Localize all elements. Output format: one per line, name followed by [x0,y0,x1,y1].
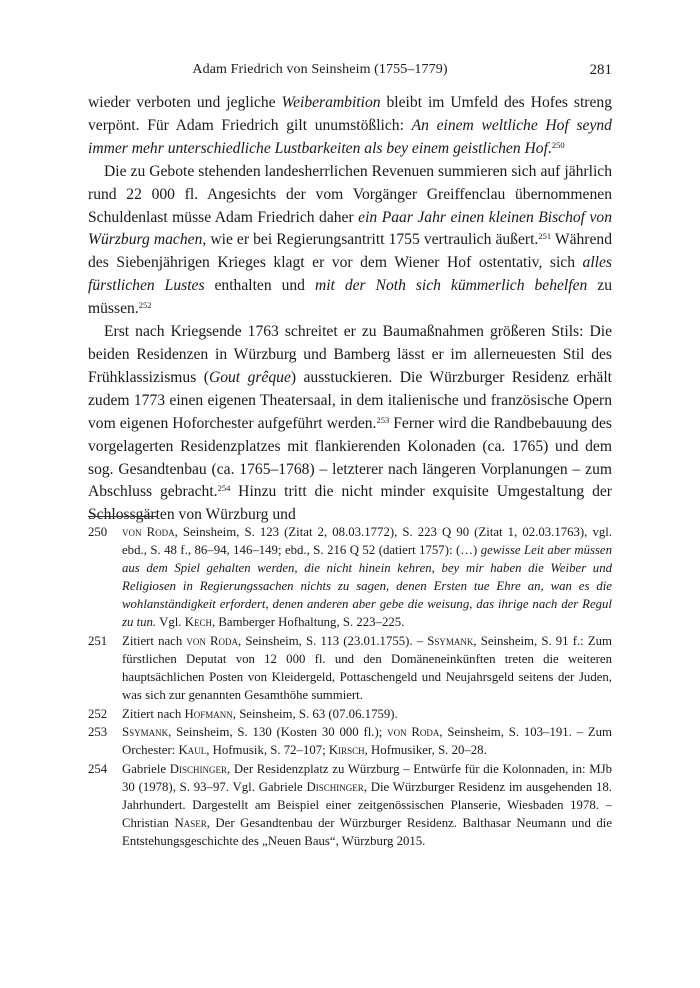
paragraph-1: wieder verboten und jegliche Weiberambition bleibt im Umfeld des Hofes streng verpönt. Für Adam Friedrich gilt unumstößlich: An einem weltliche Hof seynd immer mehr unterschiedliche Lustbarkeiten als bey einem geistlichen Hof.$^{250}$ [88,94,612,157]
paragraph-2: Die zu Gebote stehenden landesherrlichen Revenuen summieren sich auf jährlich rund 22 000 fl. Angesichts der vom Vorgänger Greiffenclau übernommenen Schuldenlast müsse Adam Friedrich daher ein Paar Jahr einen kleinen Bischof von Würzburg machen, wie er bei Regierungsantritt 1755 vertraulich äußert.$^{251}$ Während des Siebenjährigen Krieges klagt er vor dem Wiener Hof ostentativ, sich alles fürstlichen Lustes enthalten und mit der Noth sich kümmerlich behelfen zu müssen.$^{252}$ [88,162,613,318]
page-number: 281 [589,62,612,78]
footnote-ref-253[interactable]: 253 [376,414,390,425]
footnote-number: 251 [88,633,108,648]
footnote-251: 251 Zitiert nach von Roda, Seinsheim, S. 113 (23.01.1755). – Ssymank, Seinsheim, S. 91 f.: Zum fürstlichen Deputat von 12 000 fl. und den Domäneneinkünften treten die weiteren hauptsächlichen Posten von Kleidergeld, Pottaschengeld und Neujahrsgeld seitens der Juden, was sich zur genannten Gesamthöhe summiert. [88,633,613,702]
footnote-254: 254 Gabriele Dischinger, Der Residenzplatz zu Würzburg – Entwürfe für die Kolonnaden, in: MJb 30 (1978), S. 93–97. Vgl. Gabriele Dischinger, Die Würzburger Residenz im ausgehenden 18. Jahrhundert. Dargestellt am Beispiel einer zeitgenössischen Planserie, Wiesbaden 1978. – Christian Naser, Der Gesandtenbau der Würzburger Residenz. Balthasar Neumann und die Entstehungsgeschichte des „Neuen Baus“, Würzburg 2015. [88,762,613,849]
footnotes [88,524,612,852]
footnote-number: 253 [88,725,108,740]
footnote-ref-250[interactable]: 250 [551,139,565,150]
footnote-ref-251[interactable]: 251 [538,231,552,242]
body-text [88,92,612,527]
running-head [88,62,612,82]
footnote-250: 250 von Roda, Seinsheim, S. 123 (Zitat 2, 08.03.1772), S. 223 Q 90 (Zitat 1, 02.03.1763), vgl. ebd., S. 48 f., 86–94, 146–149; ebd., S. 216 Q 52 (datiert 1757): (…) gewisse Leit aber müssen aus dem Spiel gehalten werden, die nicht hinein kehren, bey mir haben die Weiber und Religiosen in Regierungssachen nichts zu sagen, denen Ersten tue Ehre an, wan es die wohlanständigkeit erfordert, denen anderen aber gebe die weisung, das ihrige nach der Regul zu tun. Vgl. Kech, Bamberger Hofhaltung, S. 223–225. [88,525,613,629]
footnote-253: 253 Ssymank, Seinsheim, S. 130 (Kosten 30 000 fl.); von Roda, Seinsheim, S. 103–191. – Zum Orchester: Kaul, Hofmusik, S. 72–107; Kirsch, Hofmusiker, S. 20–28. [88,725,612,758]
footnote-ref-254[interactable]: 254 [217,483,231,494]
footnote-252: 252 Zitiert nach Hofmann, Seinsheim, S. 63 (07.06.1759). [88,706,612,724]
footnote-number: 254 [88,762,108,777]
paragraph-3: Erst nach Kriegsende 1763 schreitet er zu Baumaßnahmen größeren Stils: Die beiden Residenzen in Würzburg und Bamberg lässt er im allerneuesten Stil des Frühklassizismus (Gout grêque) ausstuckieren. Die Würzburger Residenz erhält zudem 1773 einen eigenen Theatersaal, in dem italienische und französische Opern vom eigenen Hoforchester aufgeführt werden.$^{253}$ Ferner wird die Randbebauung des vorgelagerten Residenzplatzes mit flankierenden Kolonaden (ca. 1765) und dem sog. Gesandtenbau (ca. 1765–1768) – letzterer nach längeren Vorplanungen – zum Abschluss gebracht.$^{254}$ Hinzu tritt die nicht minder exquisite Umgestaltung der Schlossgärten von Würzburg und [88,323,612,524]
footnote-number: 250 [88,525,108,539]
footnote-rule [88,516,158,517]
footnote-ref-252[interactable]: 252 [138,300,152,311]
running-title: Adam Friedrich von Seinsheim (1755–1779) [192,62,448,77]
footnote-number: 252 [88,706,108,721]
